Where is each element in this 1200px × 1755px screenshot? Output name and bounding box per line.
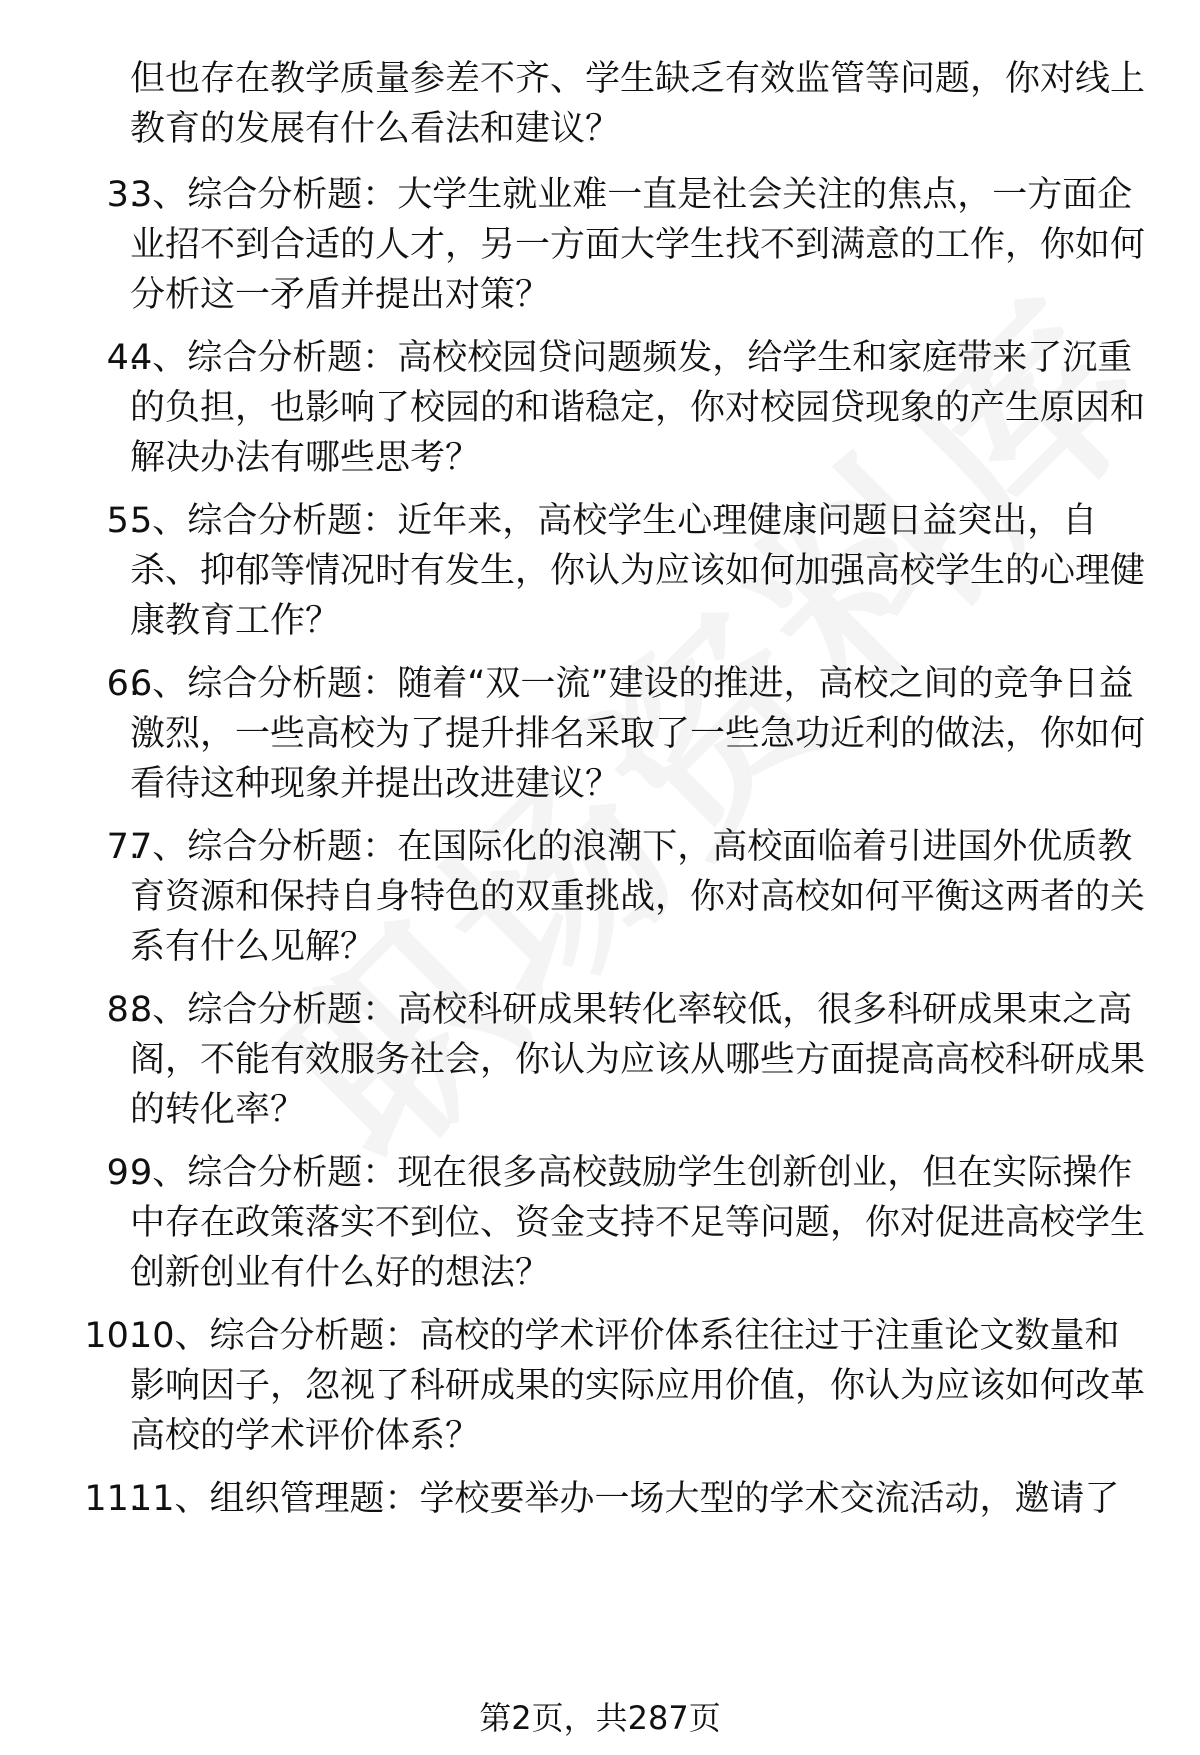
item-text: 9、综合分析题：现在很多高校鼓励学生创新创业，但在实际操作中存在政策落实不到位、资金支持不足等问题，你对促进高校学生创新创业有什么好的想法？ (130, 1153, 1146, 1293)
item-text: 11、组织管理题：学校要举办一场大型的学术交流活动，邀请了 (130, 1479, 1120, 1519)
item-text: 5、综合分析题：近年来，高校学生心理健康问题日益突出，自杀、抑郁等情况时有发生，你认为应该如何加强高校学生的心理健康教育工作？ (130, 501, 1146, 641)
item-number: 9. (106, 1153, 140, 1193)
item-text: 3、综合分析题：大学生就业难一直是社会关注的焦点，一方面企业招不到合适的人才，另一方面大学生找不到满意的工作，你如何分析这一矛盾并提出对策？ (130, 175, 1146, 315)
item-number: 6. (106, 664, 140, 704)
item-number: 4. (106, 338, 140, 378)
item-text: 6、综合分析题：随着“双一流”建设的推进，高校之间的竞争日益激烈，一些高校为了提升排名采取了一些急功近利的做法，你如何看待这种现象并提出改进建议？ (130, 664, 1146, 804)
page-footer: 第2页，共287页 (479, 1699, 721, 1737)
item-number: 10. (84, 1316, 140, 1356)
item-number: 7. (106, 827, 140, 867)
item-text: 10、综合分析题：高校的学术评价体系往往过于注重论文数量和影响因子，忽视了科研成果的实际应用价值，你认为应该如何改革高校的学术评价体系？ (130, 1316, 1146, 1456)
item-number: 11. (84, 1479, 140, 1519)
item-text: 8、综合分析题：高校科研成果转化率较低，很多科研成果束之高阁，不能有效服务社会，你认为应该从哪些方面提高高校科研成果的转化率？ (130, 990, 1146, 1130)
item-text: 4、综合分析题：高校校园贷问题频发，给学生和家庭带来了沉重的负担，也影响了校园的和谐稳定，你对校园贷现象的产生原因和解决办法有哪些思考？ (130, 338, 1146, 478)
item-number: 8. (106, 990, 140, 1030)
continuation-text: 但也存在教学质量参差不齐、学生缺乏有效监管等问题，你对线上教育的发展有什么看法和建议？ (130, 59, 1146, 149)
item-number: 5. (106, 501, 140, 541)
item-number: 3. (106, 175, 140, 215)
item-text: 7、综合分析题：在国际化的浪潮下，高校面临着引进国外优质教育资源和保持自身特色的双重挑战，你对高校如何平衡这两者的关系有什么见解？ (130, 827, 1146, 967)
